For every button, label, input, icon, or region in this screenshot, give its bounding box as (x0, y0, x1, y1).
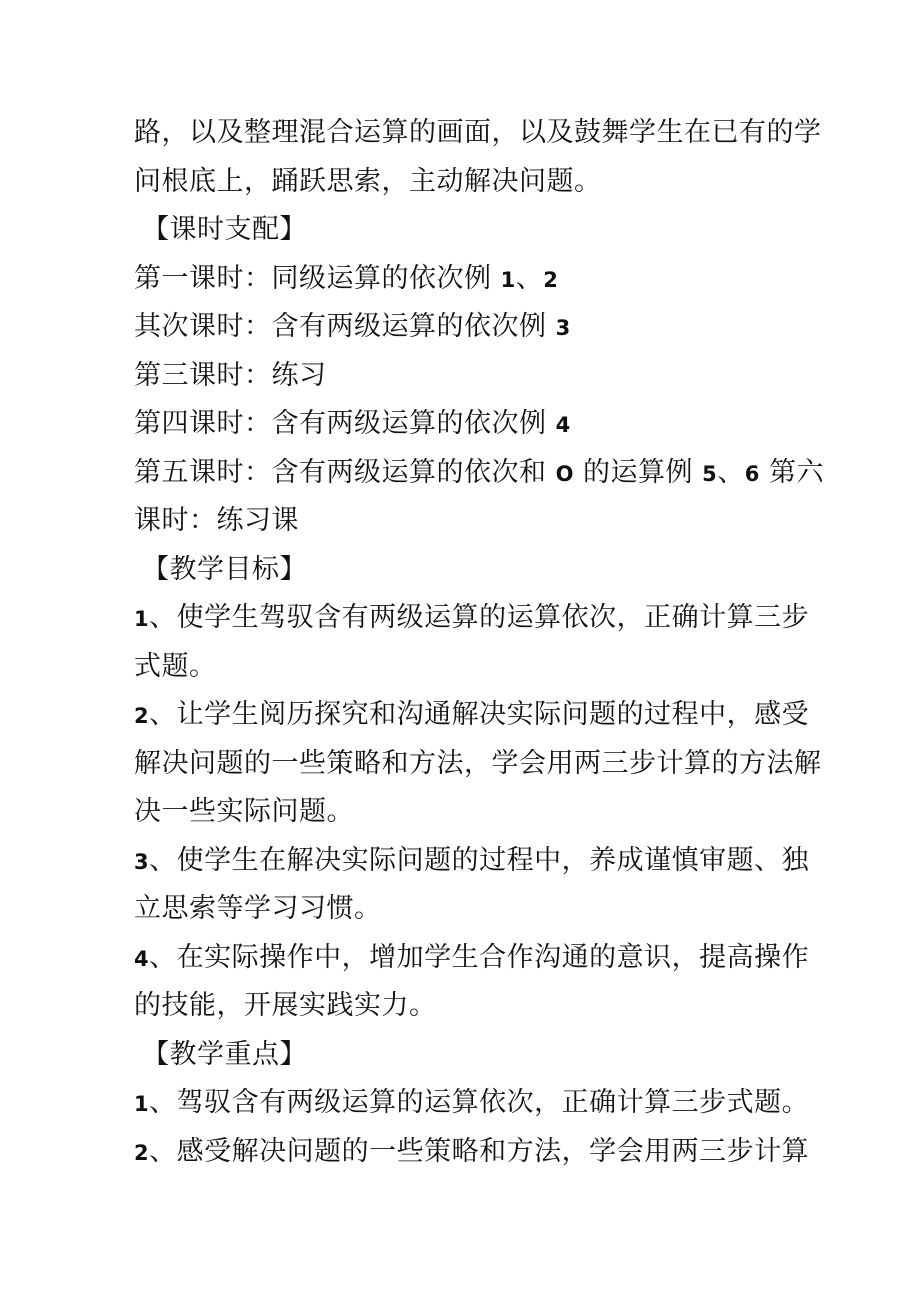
text-line: 解决问题的一些策略和方法，学会用两三步计算的方法解 (134, 748, 822, 779)
objective-item-3: 3、使学生在解决实际问题的过程中，养成谨慎审题、独 (134, 845, 810, 876)
text-line: 立思索等学习习惯。 (134, 893, 382, 924)
section-heading-objectives: 【教学目标】 (142, 554, 307, 585)
key-point-item-2: 2、感受解决问题的一些策略和方法，学会用两三步计算 (134, 1136, 810, 1167)
text-line: 问根底上，踊跃思索，主动解决问题。 (134, 166, 602, 197)
schedule-item-lesson-3: 第三课时：练习 (134, 360, 327, 391)
section-heading-schedule: 【课时支配】 (142, 214, 307, 245)
section-heading-key-points: 【教学重点】 (142, 1039, 307, 1070)
schedule-item-lesson-2: 其次课时：含有两级运算的依次例 3 (134, 311, 571, 342)
schedule-item-lesson-1: 第一课时：同级运算的依次例 1、2 (134, 263, 559, 294)
objective-item-1: 1、使学生驾驭含有两级运算的运算依次，正确计算三步 (134, 602, 810, 633)
schedule-item-lesson-6: 课时：练习课 (134, 505, 299, 536)
text-line: 决一些实际问题。 (134, 796, 354, 827)
objective-item-4: 4、在实际操作中，增加学生合作沟通的意识，提高操作 (134, 942, 810, 973)
schedule-item-lesson-5: 第五课时：含有两级运算的依次和 O 的运算例 5、6 第六 (134, 457, 824, 488)
objective-item-2: 2、让学生阅历探究和沟通解决实际问题的过程中，感受 (134, 699, 810, 730)
text-line: 式题。 (134, 651, 217, 682)
text-line: 路，以及整理混合运算的画面，以及鼓舞学生在已有的学 (134, 117, 822, 148)
key-point-item-1: 1、驾驭含有两级运算的运算依次，正确计算三步式题。 (134, 1087, 810, 1118)
schedule-item-lesson-4: 第四课时：含有两级运算的依次例 4 (134, 408, 571, 439)
text-line: 的技能，开展实践实力。 (134, 990, 437, 1021)
